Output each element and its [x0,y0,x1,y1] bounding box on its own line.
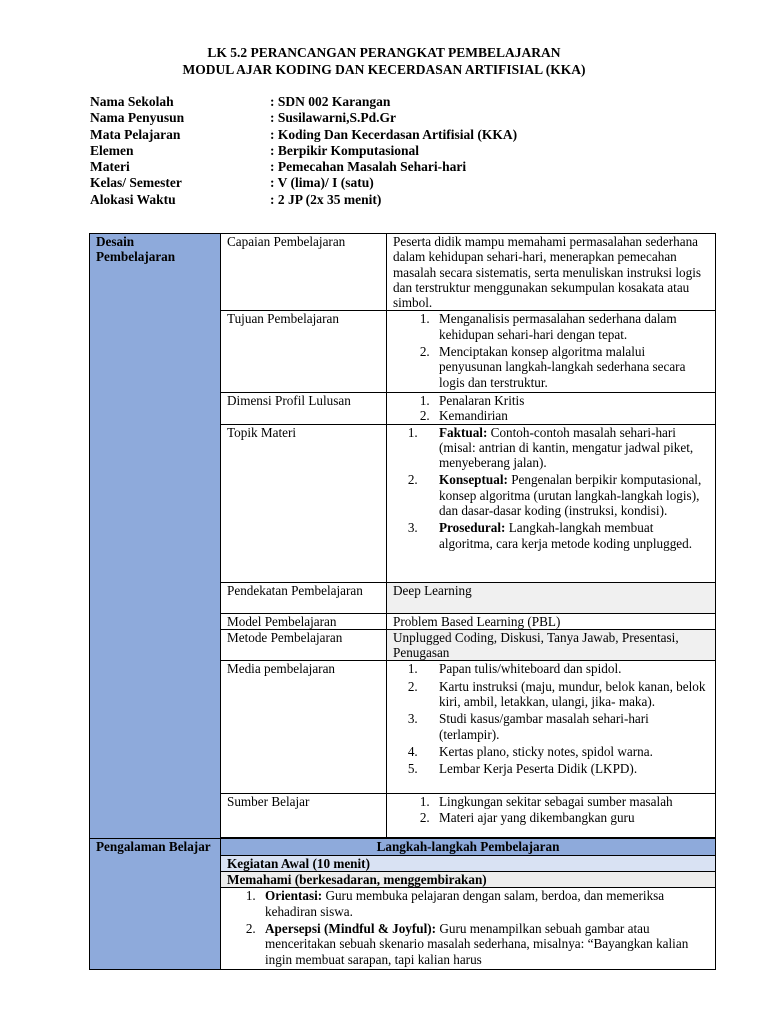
list-item [421,520,709,551]
sumber-list [387,794,709,825]
media-label: Media pembelajaran [221,661,387,794]
identity-row-material [90,159,517,175]
list-item: 3. Studi kasus/gambar masalah sehari-hari (terlampir). [421,711,709,742]
identity-row-subject [90,127,517,143]
pengalaman-section-label: Pengalaman Belajar [96,839,211,855]
topik-term: Prosedural: [439,520,506,536]
topik-desc: Langkah-langkah membuat algoritma, cara kerja metode koding unplugged. [439,520,693,551]
identity-value: : Koding Dan Kecerdasan Artifisial (KKA) [270,126,518,142]
topik-label: Topik Materi [221,424,387,582]
step-term: Apersepsi (Mindful & Joyful): [265,920,437,936]
dimensi-list [387,393,709,424]
kegiatan-awal-header: Kegiatan Awal (10 menit) [221,855,716,871]
list-item: 2. Kartu instruksi (maju, mundur, belok kanan, belok kiri, ambil, letakkan, ulangi, jika- maka). [421,679,709,710]
identity-value: : Susilawarni,S.Pd.Gr [270,110,397,126]
dimensi-cell [387,392,716,424]
tujuan-label: Tujuan Pembelajaran [221,311,387,392]
list-item: 2. Menciptakan konsep algoritma malalui penyusunan langkah-langkah sederhana secara logis dan terstruktur. [433,344,709,390]
step-desc: Guru menampilkan sebuah gambar atau menceritakan sebuah skenario masalah sederhana, misalnya: “Bayangkan kalian ingin membuat sarapan, tapi kalian harus [265,920,689,967]
tujuan-cell [387,311,716,392]
step-desc: Guru membuka pelajaran dengan salam, berdoa, dan memeriksa kehadiran siswa. [265,888,665,919]
identity-label: Mata Pelajaran [90,126,181,142]
steps-list [221,888,709,966]
desain-section-label: Desain Pembelajaran [96,234,176,265]
media-list [387,661,709,776]
sumber-cell [387,794,716,838]
pendekatan-value: Deep Learning [387,582,716,613]
capaian-text: Peserta didik mampu memahami permasalahan sederhana dalam kehidupan sehari-hari, menerapkan pemecahan masalah secara sistematis, serta menuliskan instruksi logis dan terstruktur menggunakan sekumpulan kosakata atau simbol. [387,234,716,311]
list-item: 2. Materi ajar yang dikembangkan guru [433,810,709,825]
identity-label: Kelas/ Semester [90,175,182,191]
identity-block [90,94,517,208]
identity-row-author [90,110,517,126]
step-term: Orientasi: [265,888,323,904]
list-item: 5. Lembar Kerja Peserta Didik (LKPD). [421,761,709,776]
tujuan-list [387,311,709,389]
steps-cell [221,888,716,969]
identity-value: : Berpikir Komputasional [270,142,420,158]
metode-value: Unplugged Coding, Diskusi, Tanya Jawab, Presentasi, Penugasan [387,629,716,661]
langkah-header: Langkah-langkah Pembelajaran [221,839,716,855]
identity-value: : Pemecahan Masalah Sehari-hari [270,159,467,175]
sumber-label: Sumber Belajar [221,794,387,838]
pendekatan-label: Pendekatan Pembelajaran [221,582,387,613]
identity-row-class [90,175,517,191]
memahami-header: Memahami (berkesadaran, menggembirakan) [221,872,716,888]
document-title-line-1: LK 5.2 PERANCANGAN PERANGKAT PEMBELAJARAN [207,45,561,60]
dimensi-label: Dimensi Profil Lulusan [221,392,387,424]
list-item: 4. Kertas plano, sticky notes, spidol warna. [421,744,709,759]
list-item [421,472,709,518]
identity-row-element [90,143,517,159]
lesson-plan-table [89,233,716,970]
document-title-line-2: MODUL AJAR KODING DAN KECERDASAN ARTIFISIAL (KKA) [182,62,586,77]
list-item: 1. Penalaran Kritis [433,393,709,408]
identity-label: Alokasi Waktu [90,191,176,207]
identity-label: Elemen [90,142,134,158]
pengalaman-section-cell [90,839,221,969]
topik-term: Konseptual: [439,472,508,488]
identity-label: Nama Sekolah [90,94,174,109]
topik-desc: Pengenalan berpikir komputasional, konsep algoritma (urutan langkah-langkah logis), dan dasar-dasar koding (instruksi, kondisi). [439,472,702,519]
capaian-label: Capaian Pembelajaran [221,234,387,311]
identity-label: Materi [90,159,130,175]
list-item: 1. Lingkungan sekitar sebagai sumber masalah [433,794,709,809]
list-item [421,425,709,471]
list-item: 1. Papan tulis/whiteboard dan spidol. [421,661,709,676]
identity-value: : V (lima)/ I (satu) [270,175,374,191]
identity-value: : SDN 002 Karangan [270,94,391,109]
model-label: Model Pembelajaran [221,613,387,629]
media-cell [387,661,716,794]
topik-desc: Contoh-contoh masalah sehari-hari (misal: antrian di kantin, mengatur jadwal piket, menyeberang jalan). [439,424,694,471]
identity-row-time [90,192,517,208]
identity-row-school [90,94,517,110]
metode-label: Metode Pembelajaran [221,629,387,661]
identity-label: Nama Penyusun [90,110,185,126]
model-value: Problem Based Learning (PBL) [387,613,716,629]
topik-cell [387,424,716,582]
topik-term: Faktual: [439,424,488,440]
list-item [259,921,709,967]
desain-section-cell [90,234,221,839]
identity-value: : 2 JP (2x 35 menit) [270,191,382,207]
list-item [259,888,709,919]
list-item: 2. Kemandirian [433,408,709,423]
topik-list [387,425,709,551]
list-item: 1. Menganalisis permasalahan sederhana dalam kehidupan sehari-hari dengan tepat. [433,311,709,342]
